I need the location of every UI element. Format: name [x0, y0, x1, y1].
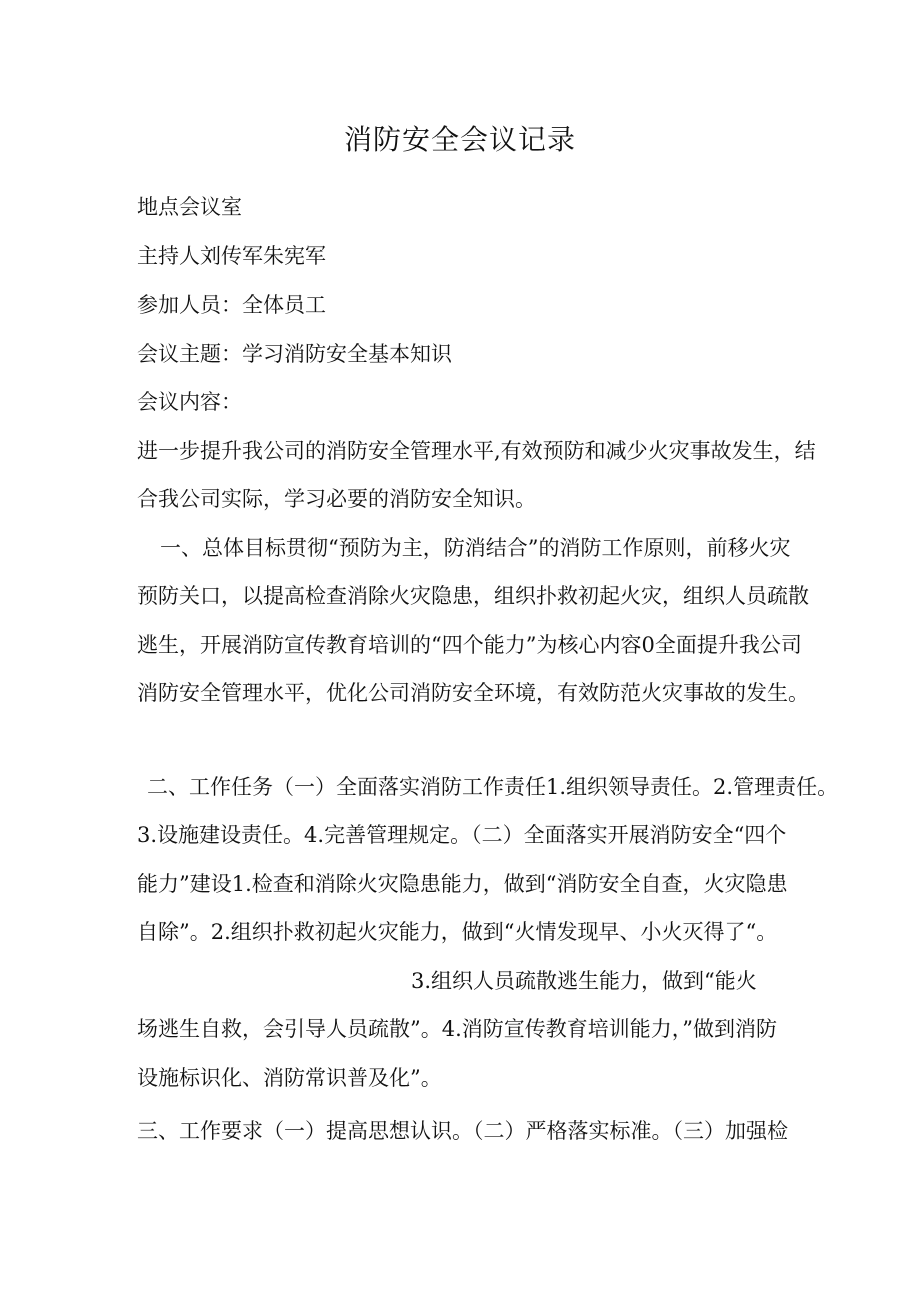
- intro-line: 进一步提升我公司的消防安全管理水平,有效预防和减少火灾事故发生，结: [137, 439, 816, 463]
- section2-line: 场逃生自救，会引导人员疏散”。4.消防宣传教育培训能力，”做到消防: [137, 1017, 778, 1041]
- section2-line: 3.组织人员疏散逃生能力，做到“能火: [411, 969, 757, 993]
- section2-line: 3.设施建设责任。4.完善管理规定。（二）全面落实开展消防安全“四个: [137, 823, 787, 847]
- meta-participants: 参加人员：全体员工: [137, 293, 326, 317]
- meta-host: 主持人刘传军朱宪军: [137, 244, 326, 268]
- section1-line: 逃生，开展消防宣传教育培训的“四个能力”为核心内容0全面提升我公司: [137, 633, 802, 657]
- section1-line: 预防关口，以提高检查消除火灾隐患，组织扑救初起火灾，组织人员疏散: [137, 584, 809, 608]
- intro-line: 合我公司实际，学习必要的消防安全知识。: [137, 487, 536, 511]
- section2-line: 设施标识化、消防常识普及化”。: [137, 1066, 442, 1090]
- meta-topic: 会议主题：学习消防安全基本知识: [137, 342, 452, 366]
- meta-content-label: 会议内容：: [137, 390, 242, 414]
- meta-location: 地点会议室: [137, 195, 242, 219]
- page-title: 消防安全会议记录: [343, 123, 576, 156]
- section2-line: 能力”建设1.检查和消除火灾隐患能力，做到“消防安全自查，火灾隐患: [137, 872, 788, 896]
- section1-line: 一、总体目标贯彻“预防为主，防消结合”的消防工作原则，前移火灾: [160, 536, 791, 560]
- section2-line: 自除”。2.组织扑救初起火灾能力，做到“火情发现早、小火灭得了“。: [137, 920, 778, 944]
- section3-line: 三、工作要求（一）提高思想认识。（二）严格落实标准。（三）加强检: [137, 1119, 788, 1143]
- section1-line: 消防安全管理水平，优化公司消防安全环境，有效防范火灾事故的发生。: [137, 681, 809, 705]
- section2-line: 二、工作任务（一）全面落实消防工作责任1.组织领导责任。2.管理责任。: [147, 775, 839, 799]
